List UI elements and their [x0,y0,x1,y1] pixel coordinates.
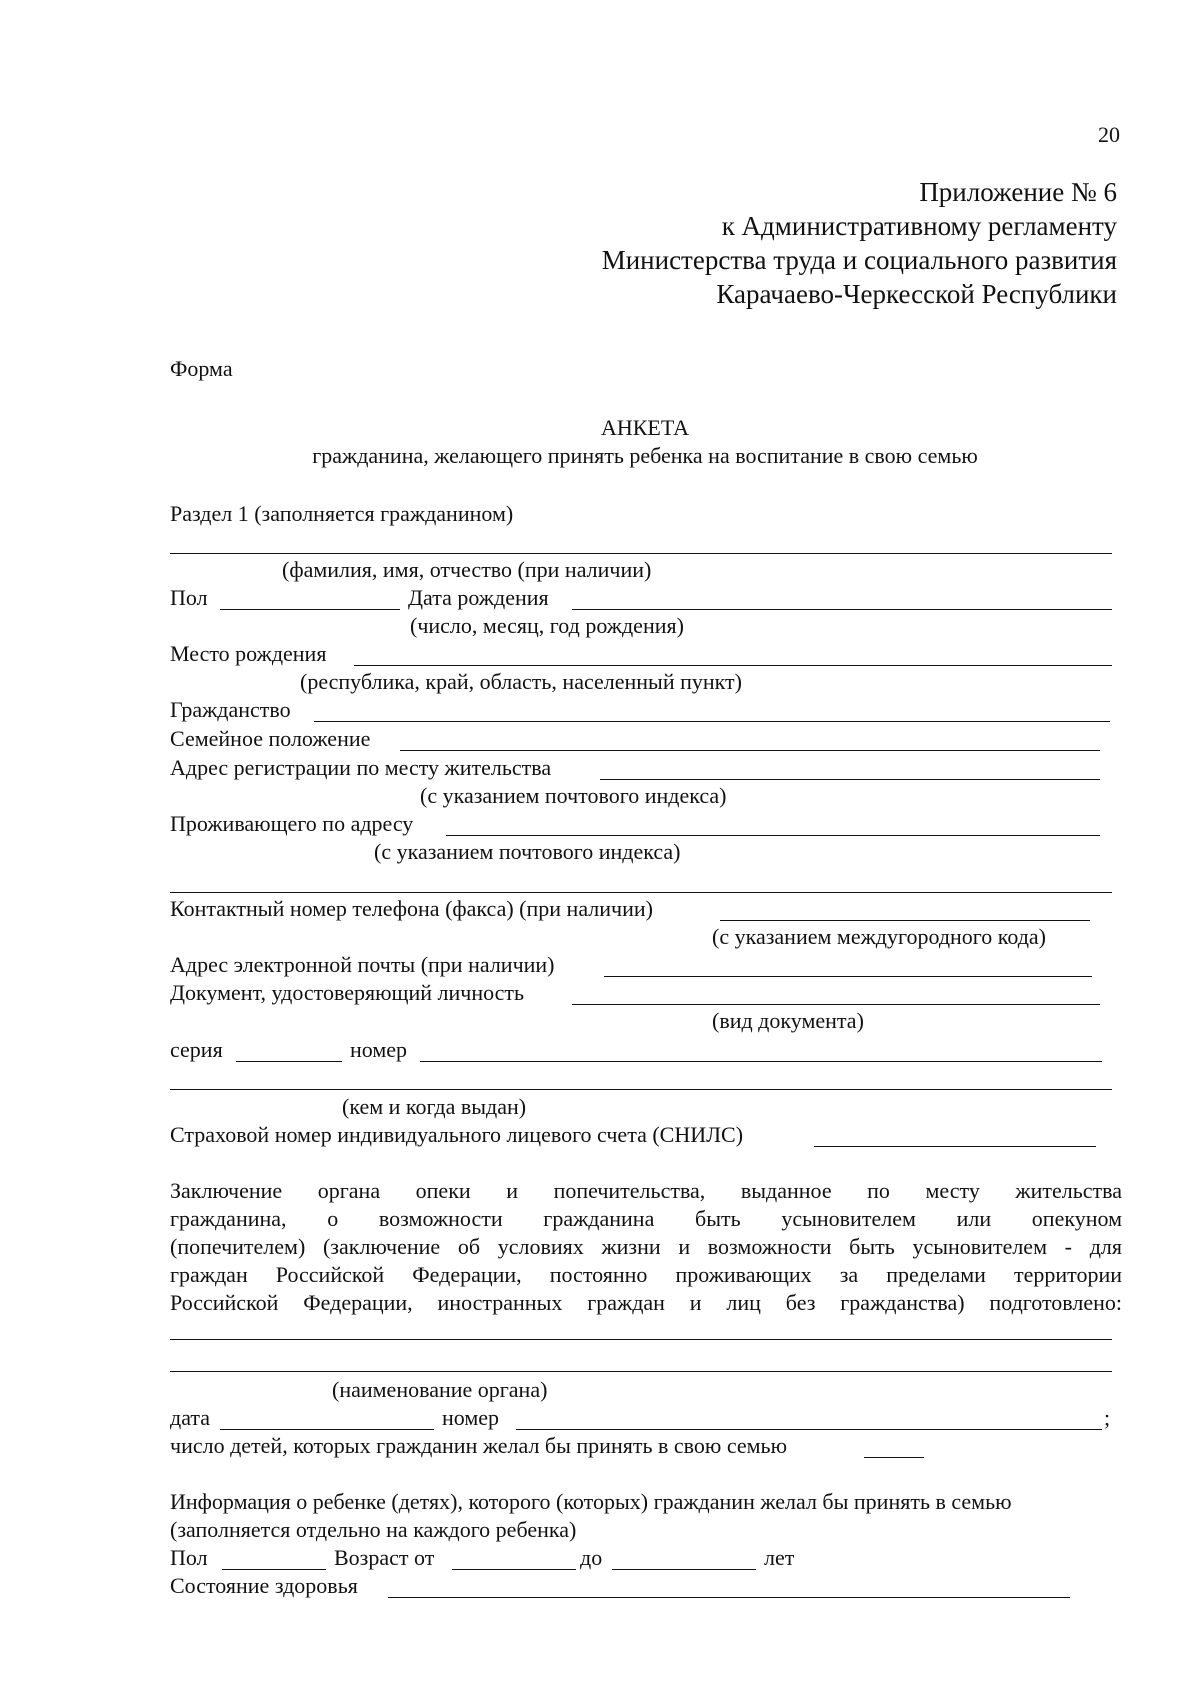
page-number: 20 [1098,122,1120,147]
appendix-line-2: к Административному регламенту [721,211,1117,241]
id-document-hint: (вид документа) [712,1008,864,1033]
issued-by-hint: (кем и когда выдан) [342,1094,527,1119]
child-sex-field[interactable] [222,1569,326,1570]
conclusion-line-5: Российской Федерации, иностранных граждан и лиц без гражданства) подготовлено: [170,1290,1122,1315]
reg-address-field[interactable] [600,779,1100,780]
conclusion-line-2: гражданина, о возможности гражданина быть усыновителем или опекуном [170,1206,1122,1231]
appendix-line-1: Приложение № 6 [919,177,1117,207]
birth-date-hint: (число, месяц, год рождения) [410,613,684,638]
phone-label: Контактный номер телефона (факса) (при наличии) [170,896,653,921]
page-subtitle: гражданина, желающего принять ребенка на воспитание в свою семью [312,443,978,468]
age-from-field[interactable] [452,1569,576,1570]
living-address-label: Проживающего по адресу [170,811,414,836]
health-label: Состояние здоровья [170,1573,358,1598]
email-field[interactable] [604,976,1092,977]
sex-label: Пол [170,585,208,610]
birth-place-field[interactable] [354,665,1112,666]
full-name-field[interactable] [170,553,1112,554]
series-label: серия [170,1037,223,1062]
snils-field[interactable] [814,1146,1096,1147]
marital-status-field[interactable] [400,750,1100,751]
sex-field[interactable] [220,609,400,610]
id-document-field[interactable] [572,1004,1100,1005]
years-label: лет [764,1545,795,1570]
age-from-label: Возраст от [334,1545,435,1570]
page-title: АНКЕТА [600,415,690,440]
birth-date-label: Дата рождения [408,585,549,610]
living-address-field[interactable] [446,835,1100,836]
phone-field[interactable] [720,920,1090,921]
conclusion-date-label: дата [170,1405,211,1430]
id-number-label: номер [350,1037,408,1062]
form-label: Форма [170,356,233,381]
authority-name-field[interactable] [170,1339,1112,1340]
email-label: Адрес электронной почты (при наличии) [170,952,555,977]
phone-hint: (с указанием междугородного кода) [712,924,1046,949]
citizenship-label: Гражданство [170,697,291,722]
issued-by-field[interactable] [170,1089,1112,1090]
appendix-line-4: Карачаево-Черкесской Республики [716,279,1117,309]
citizenship-field[interactable] [314,721,1110,722]
conclusion-line-4: граждан Российской Федерации, постоянно проживающих за пределами территории [170,1262,1122,1287]
child-sex-label: Пол [170,1545,208,1570]
living-address-field-2[interactable] [170,892,1112,893]
id-document-label: Документ, удостоверяющий личность [170,980,525,1005]
full-name-hint: (фамилия, имя, отчество (при наличии) [282,557,652,582]
authority-name-field-2[interactable] [170,1371,1112,1372]
conclusion-line-3: (попечителем) (заключение об условиях жизни и возможности быть усыновителем - для [170,1234,1122,1259]
appendix-line-3: Министерства труда и социального развития [601,245,1117,275]
birth-place-label: Место рождения [170,641,327,666]
child-info-line-1: Информация о ребенке (детях), которого (которых) гражданин желал бы принять в семью [170,1489,1012,1514]
child-info-line-2: (заполняется отдельно на каждого ребенка) [170,1517,577,1542]
conclusion-number-label: номер [442,1405,500,1430]
authority-name-hint: (наименование органа) [332,1377,548,1402]
id-number-field[interactable] [420,1061,1102,1062]
health-field[interactable] [388,1597,1070,1598]
semicolon: ; [1104,1405,1111,1430]
birth-date-field[interactable] [572,609,1112,610]
marital-status-label: Семейное положение [170,726,371,751]
children-count-label: число детей, которых гражданин желал бы принять в свою семью [170,1433,788,1458]
reg-address-hint: (с указанием почтового индекса) [420,783,727,808]
conclusion-number-field[interactable] [516,1429,1102,1430]
snils-label: Страховой номер индивидуального лицевого счета (СНИЛС) [170,1122,744,1147]
conclusion-date-field[interactable] [220,1429,434,1430]
section-1-heading: Раздел 1 (заполняется гражданином) [170,501,514,526]
age-to-field[interactable] [612,1569,756,1570]
living-address-hint: (с указанием почтового индекса) [374,839,681,864]
conclusion-line-1: Заключение органа опеки и попечительства, выданное по месту жительства [170,1178,1122,1203]
age-to-label: до [580,1545,603,1570]
children-count-field[interactable] [864,1457,924,1458]
birth-place-hint: (республика, край, область, населенный пункт) [300,669,742,694]
series-field[interactable] [236,1061,342,1062]
reg-address-label: Адрес регистрации по месту жительства [170,755,552,780]
